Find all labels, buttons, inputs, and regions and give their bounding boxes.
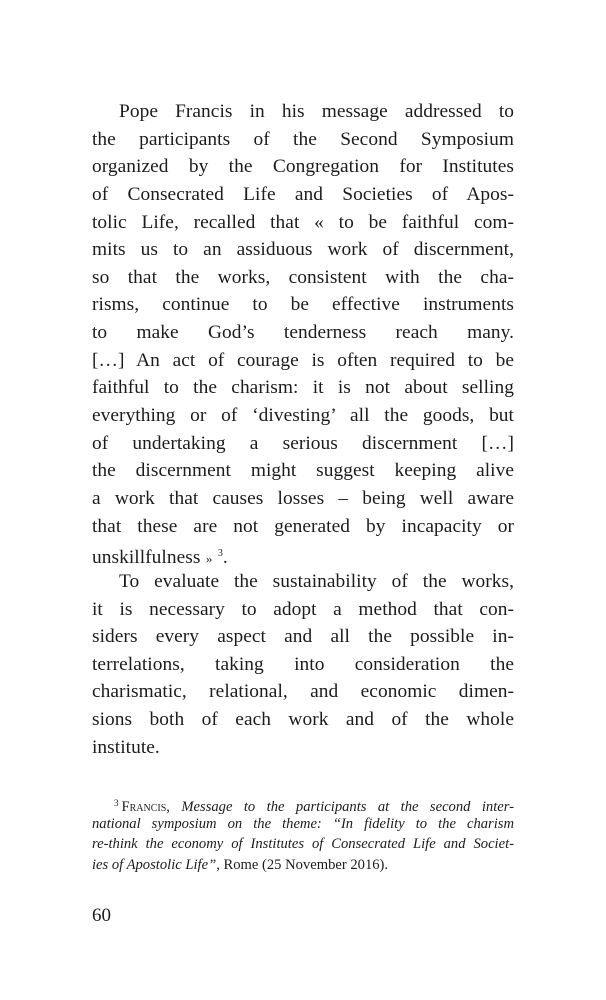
text-line: terrelations, taking into consideration the [92, 653, 514, 675]
footnote-line [92, 855, 514, 876]
page-number: 60 [92, 905, 111, 926]
text-line: everything or of ‘divesting’ all the goods, but [92, 405, 514, 427]
text-line: the participants of the Second Symposium [92, 128, 514, 150]
text-line: so that the works, consistent with the cha- [92, 266, 514, 288]
footnote-title: Message to the participants at the second inter- [181, 799, 514, 815]
text-line: siders every aspect and all the possible in- [92, 626, 514, 648]
footnote-3 [92, 793, 514, 875]
text-line: to make God’s tenderness reach many. [92, 322, 514, 344]
text-line: charismatic, relational, and economic dimen- [92, 681, 514, 703]
footnote-title-end: ies of Apostolic Life” [92, 856, 217, 873]
footnote-line: re-think the economy of Institutes of Consecrated Life and Societ- [92, 836, 514, 853]
text-line: it is necessary to adopt a method that con- [92, 598, 514, 620]
text-line: a work that causes losses – being well aware [92, 487, 514, 509]
period: . [222, 547, 228, 569]
footnote-place-date: , Rome (25 November 2016). [216, 856, 389, 873]
footnote-line [92, 793, 514, 814]
paragraph-1 [92, 98, 514, 568]
footnote-sep: , [166, 799, 170, 815]
text-line: the discernment might suggest keeping alive [92, 460, 514, 482]
main-text [92, 98, 514, 761]
footnote-ref-3[interactable]: 3 [217, 548, 223, 560]
text-line: of Consecrated Life and Societies of Apos- [92, 183, 514, 205]
text-line: institute. [92, 736, 160, 758]
text-fragment: unskillfulness [92, 547, 201, 569]
text-line: organized by the Congregation for Institutes [92, 156, 514, 178]
footnote-author: Francis [121, 799, 167, 815]
footnote-number: 3 [114, 798, 119, 808]
text-line: faithful to the charism: it is not about selling [92, 377, 514, 399]
text-line: […] An act of courage is often required to be [92, 349, 514, 371]
text-line: tolic Life, recalled that « to be faithful com- [92, 211, 514, 233]
text-line: To evaluate the sustainability of the works, [119, 570, 514, 592]
text-line: of undertaking a serious discernment […] [92, 432, 514, 454]
text-line: mits us to an assiduous work of discernment, [92, 239, 514, 261]
footnote-line: national symposium on the theme: “In fidelity to the charism [92, 815, 514, 832]
text-line [92, 540, 514, 568]
closing-quote: » [205, 551, 213, 567]
text-line: sions both of each work and of the whole [92, 709, 514, 731]
paragraph-2 [92, 568, 514, 761]
text-line: risms, continue to be effective instruments [92, 294, 514, 316]
text-line: Pope Francis in his message addressed to [119, 101, 514, 122]
text-line: that these are not generated by incapacity or [92, 515, 514, 537]
